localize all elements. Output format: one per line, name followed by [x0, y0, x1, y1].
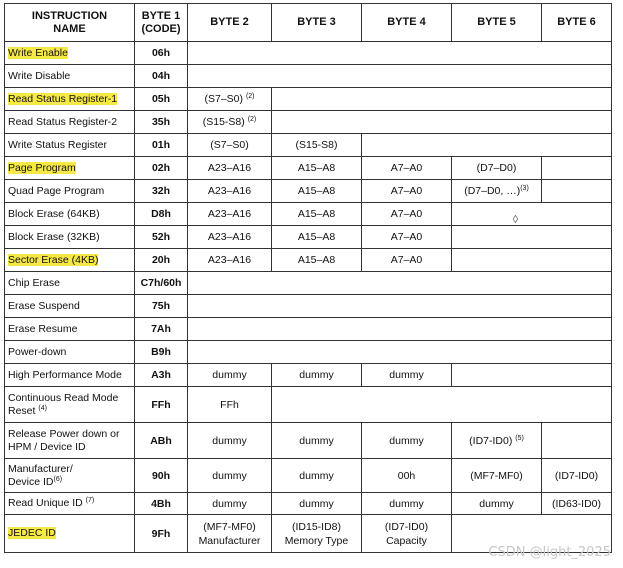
byte2-cell: (S7–S0): [188, 134, 272, 157]
instruction-code: 01h: [135, 134, 188, 157]
instruction-code: D8h: [135, 203, 188, 226]
instruction-code: 52h: [135, 226, 188, 249]
instruction-code: 4Bh: [135, 493, 188, 515]
table-row: [5, 180, 612, 203]
instruction-name: Read Unique ID $^{(7)}$: [5, 493, 135, 515]
header-byte6: BYTE 6: [542, 4, 612, 42]
byte2-cell: dummy: [188, 459, 272, 493]
byte4-cell: dummy: [362, 364, 452, 387]
byte2-cell: A23–A16: [188, 157, 272, 180]
table-row: [5, 364, 612, 387]
table-row: [5, 318, 612, 341]
byte2-cell: (MF7-MF0) Manufacturer: [188, 515, 272, 553]
instruction-code: 06h: [135, 42, 188, 65]
table-row: [5, 226, 612, 249]
instruction-name: Write Status Register: [5, 134, 135, 157]
instruction-name: Quad Page Program: [5, 180, 135, 203]
byte4-cell: A7–A0: [362, 180, 452, 203]
instruction-code: C7h/60h: [135, 272, 188, 295]
byte2-cell: FFh: [188, 387, 272, 423]
byte5-cell: (D7–D0): [452, 157, 542, 180]
instruction-code: FFh: [135, 387, 188, 423]
byte2-cell: A23–A16: [188, 226, 272, 249]
instruction-name: Erase Resume: [5, 318, 135, 341]
byte4-cell: A7–A0: [362, 249, 452, 272]
byte2-cell: (S7–S0) $^{(2)}$: [188, 88, 272, 111]
byte2-cell: (S15-S8) $^{(2)}$: [188, 111, 272, 134]
instruction-code: 02h: [135, 157, 188, 180]
byte3-cell: A15–A8: [272, 226, 362, 249]
instruction-name: Page Program: [8, 161, 76, 174]
instruction-name: Continuous Read Mode Reset $^{(4)}$: [5, 387, 135, 423]
byte2-cell: A23–A16: [188, 203, 272, 226]
instruction-code: A3h: [135, 364, 188, 387]
byte3-cell: A15–A8: [272, 203, 362, 226]
table-row: [5, 272, 612, 295]
watermark: CSDN @light_2025: [488, 545, 611, 560]
instruction-name: Write Disable: [5, 65, 135, 88]
byte2-cell: dummy: [188, 423, 272, 459]
table-row: [5, 493, 612, 515]
instruction-table: [4, 3, 612, 553]
footnote-ref: (5): [515, 434, 524, 442]
byte5-cell: dummy: [452, 493, 542, 515]
footnote-ref: (2): [245, 93, 255, 100]
header-byte2: BYTE 2: [188, 4, 272, 42]
instruction-code: 90h: [135, 459, 188, 493]
table-row: [5, 203, 612, 226]
byte5-cell: (D7–D0, …)$^{(3)}$: [452, 180, 542, 203]
byte5-cell: (ID7-ID0) $^{(5)}$: [452, 423, 542, 459]
instruction-name: Manufacturer/ Device ID$^{(6)}$: [5, 459, 135, 493]
footnote-ref: (4): [38, 404, 47, 412]
instruction-name: Block Erase (64KB): [5, 203, 135, 226]
instruction-code: 05h: [135, 88, 188, 111]
table-row: [5, 249, 612, 272]
table-row: [5, 88, 612, 111]
instruction-name: Read Status Register-2: [5, 111, 135, 134]
byte3-cell: (ID15-ID8) Memory Type: [272, 515, 362, 553]
instruction-code: 9Fh: [135, 515, 188, 553]
instruction-code: 7Ah: [135, 318, 188, 341]
byte3-cell: (S15-S8): [272, 134, 362, 157]
footnote-ref: (7): [85, 497, 95, 504]
footnote-ref: (2): [247, 116, 257, 123]
byte3-cell: dummy: [272, 423, 362, 459]
instruction-code: 75h: [135, 295, 188, 318]
instruction-name: JEDEC ID: [8, 527, 56, 539]
byte4-cell: dummy: [362, 493, 452, 515]
instruction-code: 04h: [135, 65, 188, 88]
byte5-cell: (MF7-MF0): [452, 459, 542, 493]
instruction-name: Write Enable: [8, 46, 68, 59]
byte2-cell: A23–A16: [188, 249, 272, 272]
instruction-code: 20h: [135, 249, 188, 272]
instruction-name: Release Power down or HPM / Device ID: [5, 423, 135, 459]
instruction-code: ABh: [135, 423, 188, 459]
instruction-name: Read Status Register-1: [8, 92, 118, 105]
byte3-cell: dummy: [272, 364, 362, 387]
byte6-cell: (ID7-ID0): [542, 459, 612, 493]
instruction-name: Power-down: [5, 341, 135, 364]
header-byte5: BYTE 5: [452, 4, 542, 42]
byte3-cell: A15–A8: [272, 157, 362, 180]
byte2-cell: dummy: [188, 364, 272, 387]
table-row: [5, 134, 612, 157]
byte4-cell: A7–A0: [362, 226, 452, 249]
byte3-cell: A15–A8: [272, 180, 362, 203]
table-row: [5, 387, 612, 423]
byte3-cell: dummy: [272, 459, 362, 493]
header-byte1-code: BYTE 1 (CODE): [135, 4, 188, 42]
instruction-name: High Performance Mode: [5, 364, 135, 387]
byte6-cell: (ID63-ID0): [542, 493, 612, 515]
header-row: [5, 4, 612, 42]
header-byte4: BYTE 4: [362, 4, 452, 42]
byte2-cell: dummy: [188, 493, 272, 515]
byte4-cell: dummy: [362, 423, 452, 459]
byte3-cell: dummy: [272, 493, 362, 515]
header-byte3: BYTE 3: [272, 4, 362, 42]
instruction-code: 32h: [135, 180, 188, 203]
table-row: [5, 459, 612, 493]
smudge-mark: ꕺ: [512, 214, 519, 226]
footnote-ref: (3): [520, 185, 529, 192]
byte3-cell: A15–A8: [272, 249, 362, 272]
table-row: [5, 295, 612, 318]
instruction-name: Erase Suspend: [5, 295, 135, 318]
footnote-ref: (6): [53, 475, 63, 483]
instruction-code: 35h: [135, 111, 188, 134]
instruction-name: Block Erase (32KB): [5, 226, 135, 249]
byte4-cell: A7–A0: [362, 203, 452, 226]
table-row: [5, 65, 612, 88]
table-row: [5, 423, 612, 459]
table-row: [5, 42, 612, 65]
byte4-cell: 00h: [362, 459, 452, 493]
byte4-cell: A7–A0: [362, 157, 452, 180]
table-row: [5, 111, 612, 134]
table-row: [5, 157, 612, 180]
instruction-name: Chip Erase: [5, 272, 135, 295]
instruction-name: Sector Erase (4KB): [8, 253, 99, 266]
byte2-cell: A23–A16: [188, 180, 272, 203]
instruction-code: B9h: [135, 341, 188, 364]
header-instruction-name: INSTRUCTION NAME: [5, 4, 135, 42]
byte4-cell: (ID7-ID0) Capacity: [362, 515, 452, 553]
table-row: [5, 341, 612, 364]
